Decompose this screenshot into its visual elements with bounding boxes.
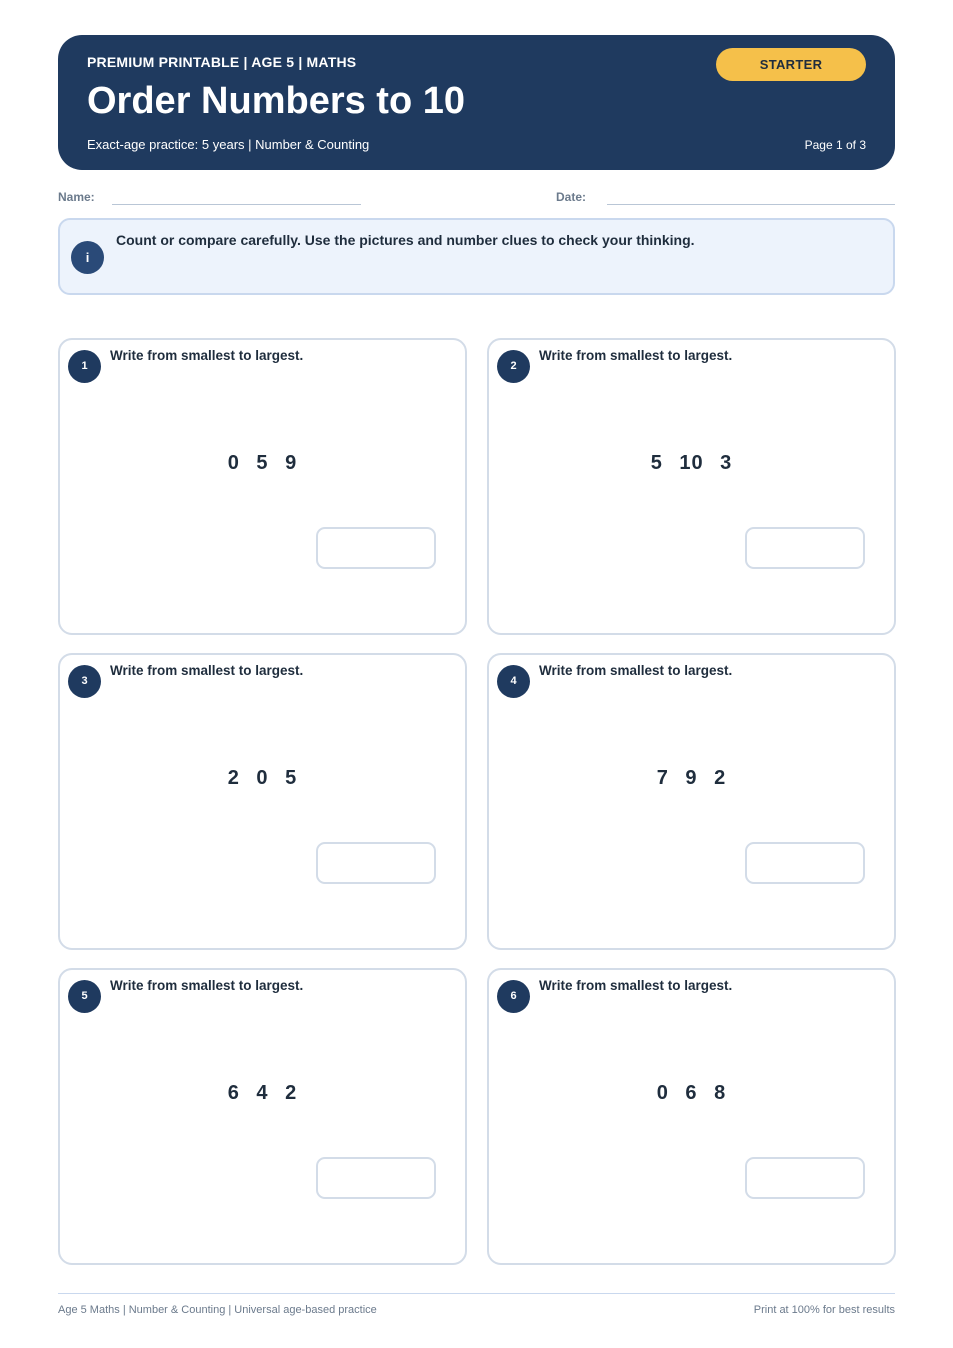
- level-badge: STARTER: [716, 48, 866, 81]
- number-set: 5 10 3: [650, 452, 733, 474]
- question-card-3: [58, 653, 467, 950]
- answer-box[interactable]: [316, 842, 436, 884]
- header-eyebrow: PREMIUM PRINTABLE | AGE 5 | MATHS: [87, 54, 357, 70]
- number-set: 2 0 5: [227, 767, 298, 789]
- question-number: 1: [68, 350, 101, 383]
- number-set: 0 6 8: [656, 1082, 727, 1104]
- question-prompt: Write from smallest to largest.: [110, 978, 304, 993]
- number-set: 7 9 2: [656, 767, 727, 789]
- page-title: Order Numbers to 10: [87, 80, 465, 122]
- footer-divider: [58, 1293, 895, 1294]
- question-card-1: [58, 338, 467, 635]
- question-card-6: [487, 968, 896, 1265]
- question-number: 3: [68, 665, 101, 698]
- date-label: Date:: [556, 190, 587, 204]
- worksheet-header: [58, 35, 895, 170]
- footer-description: Age 5 Maths | Number & Counting | Universal age-based practice: [58, 1304, 377, 1316]
- question-card-5: [58, 968, 467, 1265]
- footer-print-note: Print at 100% for best results: [753, 1304, 895, 1316]
- question-number: 4: [497, 665, 530, 698]
- answer-box[interactable]: [316, 1157, 436, 1199]
- name-line[interactable]: [112, 204, 361, 205]
- question-prompt: Write from smallest to largest.: [110, 663, 304, 678]
- info-box: [58, 218, 895, 295]
- info-icon: i: [71, 241, 104, 274]
- question-prompt: Write from smallest to largest.: [539, 663, 733, 678]
- answer-box[interactable]: [745, 527, 865, 569]
- number-set: 6 4 2: [227, 1082, 298, 1104]
- info-text: Count or compare carefully. Use the pictures and number clues to check your thinking.: [116, 232, 695, 248]
- answer-box[interactable]: [745, 1157, 865, 1199]
- header-subtitle: Exact-age practice: 5 years | Number & Counting: [87, 137, 370, 152]
- question-number: 5: [68, 980, 101, 1013]
- answer-box[interactable]: [745, 842, 865, 884]
- question-card-2: [487, 338, 896, 635]
- name-label: Name:: [58, 190, 95, 204]
- date-line[interactable]: [607, 204, 895, 205]
- question-prompt: Write from smallest to largest.: [110, 348, 304, 363]
- number-set: 0 5 9: [227, 452, 298, 474]
- question-card-4: [487, 653, 896, 950]
- question-prompt: Write from smallest to largest.: [539, 978, 733, 993]
- question-number: 6: [497, 980, 530, 1013]
- question-number: 2: [497, 350, 530, 383]
- page-indicator: Page 1 of 3: [804, 138, 866, 152]
- question-prompt: Write from smallest to largest.: [539, 348, 733, 363]
- answer-box[interactable]: [316, 527, 436, 569]
